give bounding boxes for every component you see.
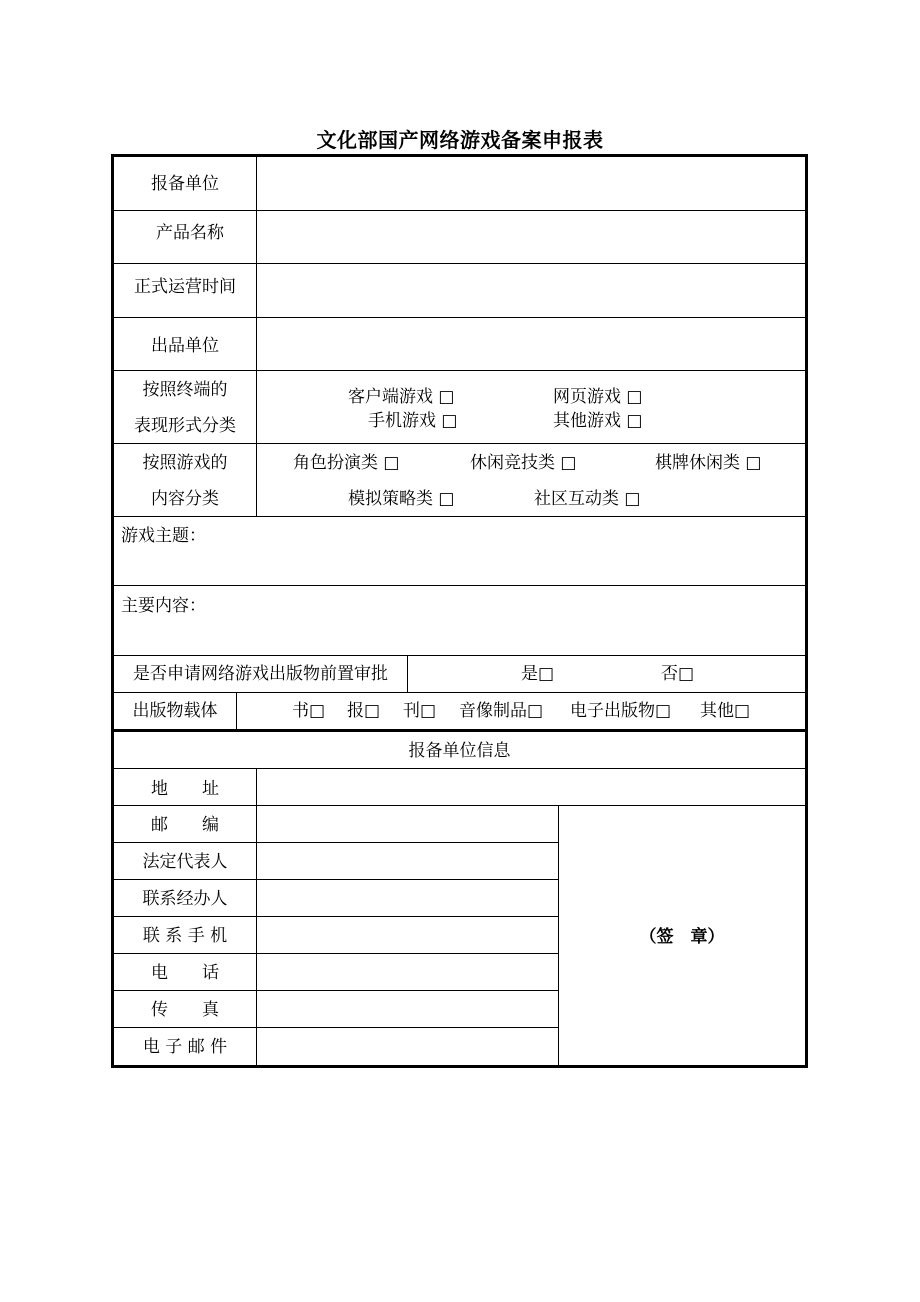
option-rpg[interactable]: 角色扮演类 □	[293, 453, 400, 473]
label-mobile: 联 系 手 机	[142, 926, 228, 946]
option-other-game[interactable]: 其他游戏 □	[553, 411, 643, 431]
phone-field[interactable]	[257, 954, 558, 990]
row-divider	[114, 516, 805, 517]
product-name-field[interactable]	[257, 211, 805, 263]
main-content-field[interactable]	[114, 619, 805, 655]
option-carrier-other[interactable]: 其他□	[700, 701, 751, 721]
label-approval-question: 是否申请网络游戏出版物前置审批	[133, 664, 388, 684]
producer-unit-field[interactable]	[257, 318, 805, 370]
mobile-field[interactable]	[257, 917, 558, 953]
address-field[interactable]	[257, 769, 805, 805]
column-divider	[407, 655, 408, 692]
label-product-name: 产品名称	[156, 223, 224, 243]
option-carrier-book[interactable]: 书□	[292, 701, 326, 721]
legal-rep-field[interactable]	[257, 843, 558, 879]
option-approval-yes[interactable]: 是□	[521, 664, 555, 684]
column-divider	[236, 692, 237, 729]
option-community[interactable]: 社区互动类 □	[534, 489, 641, 509]
label-content-line2: 内容分类	[151, 489, 219, 509]
unit-info-header: 报备单位信息	[408, 741, 511, 761]
row-divider	[114, 655, 805, 656]
section-divider	[114, 729, 805, 732]
label-legal-rep: 法定代表人	[142, 852, 228, 872]
fax-field[interactable]	[257, 991, 558, 1027]
option-board-casual[interactable]: 棋牌休闲类 □	[655, 453, 762, 473]
label-carrier: 出版物载体	[132, 701, 218, 721]
option-carrier-newspaper[interactable]: 报□	[347, 701, 381, 721]
label-contact: 联系经办人	[142, 889, 228, 909]
row-divider	[114, 443, 805, 444]
contact-field[interactable]	[257, 880, 558, 916]
operation-time-field[interactable]	[257, 264, 805, 317]
postcode-field[interactable]	[257, 806, 558, 842]
row-divider	[114, 370, 805, 371]
label-terminal-line1: 按照终端的	[142, 380, 228, 400]
label-fax: 传 真	[151, 1000, 219, 1020]
email-field[interactable]	[257, 1028, 558, 1065]
filing-form-table	[111, 154, 808, 1068]
label-phone: 电 话	[151, 963, 219, 983]
option-carrier-audio-video[interactable]: 音像制品□	[459, 701, 544, 721]
label-terminal-line2: 表现形式分类	[134, 416, 236, 436]
form-title: 文化部国产网络游戏备案申报表	[316, 128, 604, 152]
stamp-area-label: （签 章）	[639, 927, 725, 947]
option-casual-competitive[interactable]: 休闲竞技类 □	[470, 453, 577, 473]
option-carrier-periodical[interactable]: 刊□	[403, 701, 437, 721]
label-game-theme: 游戏主题：	[121, 526, 206, 546]
row-divider	[114, 692, 805, 693]
option-client-game[interactable]: 客户端游戏 □	[348, 387, 455, 407]
option-simulation-strategy[interactable]: 模拟策略类 □	[348, 489, 455, 509]
label-producer-unit: 出品单位	[151, 336, 219, 356]
label-main-content: 主要内容：	[121, 596, 206, 616]
report-unit-field[interactable]	[257, 157, 805, 210]
option-approval-no[interactable]: 否□	[661, 664, 695, 684]
game-theme-field[interactable]	[114, 549, 805, 585]
option-web-game[interactable]: 网页游戏 □	[553, 387, 643, 407]
option-carrier-electronic[interactable]: 电子出版物□	[570, 701, 672, 721]
label-report-unit: 报备单位	[151, 174, 219, 194]
option-mobile-game[interactable]: 手机游戏 □	[368, 411, 458, 431]
row-divider	[114, 585, 805, 586]
label-email: 电 子 邮 件	[142, 1037, 228, 1057]
label-content-line1: 按照游戏的	[142, 453, 228, 473]
label-postcode: 邮 编	[151, 815, 219, 835]
label-operation-time: 正式运营时间	[134, 277, 236, 297]
label-address: 地 址	[151, 779, 219, 799]
